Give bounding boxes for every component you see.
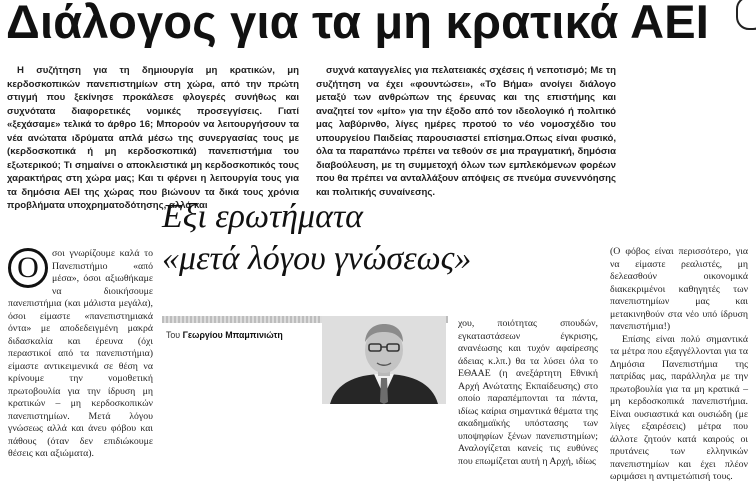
lead-column-1 <box>7 64 299 213</box>
subheadline-line-1: Εξι ερωτήματα <box>162 198 363 235</box>
body-paragraph: σοι γνωρίζουμε καλά το Πανεπιστήμιο «από μέσα», όσοι αξιωθήκαμε να διοικήσουμε πανεπιστήμια (και μάλιστα μεγάλα), όσοι είμαστε «πανεπιστημιακά όντα» με αποδεδειγμένη μακρά διδασκαλία και έρευνα (όχι περαστικοί από τα πανεπιστήμια) είμαστε αντικειμενικά σε θέση να κρίνουμε την νομοθετική πρωτοβουλία για την ίδρυση μη κρατικών – μη κερδοσκοπικών πανεπιστημίων. Μετά λόγου γνώσεως αλλά και άνευ φόβου και πάθους (όταν δεν επιδιώκουμε θέσεις και αξιώματα). <box>8 248 153 459</box>
lead-paragraph: συχνά καταγγελίες για πελατειακές σχέσεις ή νεποτισμό; Με τη συζήτηση να έχει «φουντώσει», «Το Βήμα» ανοίγει διάλογο μεταξύ των ανθρώπων της έρευνας και της επιστήμης και αναζητεί τον «μίτο» για την έξοδο από τον ιδεολογικό ή πολιτικό μας λαβύρινθο, λίγες ημέρες προτού το νέο νομοσχέδιο του υπουργείου Παιδείας παρουσιαστεί επίσημα.Οπως είναι φυσικό, όλα τα παραπάνω πρέπει να τεθούν σε μια πραγματική, δημόσια διαβούλευση, με τη συμμετοχή όλων των εμπλεκόμενων φορέων που θα πρέπει να ανταλλάξουν απόψεις σε πνεύμα συνεννόησης και πολιτικής συναίνεσης. <box>316 65 616 198</box>
newspaper-logo-fragment <box>736 0 756 30</box>
subheadline-line-2: «μετά λόγου γνώσεως» <box>162 240 472 277</box>
body-column-3 <box>458 318 598 468</box>
body-column-1 <box>8 248 153 461</box>
body-paragraph: χου, ποιότητας σπουδών, εγκαταστάσεων έγκρισης, ανανέωσης και τυχόν αφαίρεσης άδειας κ.λπ.) θα τα λύσει όλα το ΕΘΑΑΕ (η ανεξάρτητη Εθνική Αρχή Ανώτατης Εκπαίδευσης) στο οποίο παραπέμπονται τα πάντα, ιδίως καίρια σημαντικά θέματα της ακαδημαϊκής υπόστασης των υποψηφίων ξένων πανεπιστημίων; Αναλογίζεται κανείς τις ευθύνες που επωμίζεται αυτή η Αρχή, ιδίως <box>458 318 598 467</box>
author-photo <box>322 316 446 404</box>
body-paragraph: (Ο φόβος είναι περισσότερο, για να είμαστε ρεαλιστές, μη δελεασθούν οικονομικά διακεκριμένοι καθηγητές των πανεπιστημίων μας και μετακινηθούν στα νέο υπό ίδρυση πανεπιστήμια!) <box>610 246 748 332</box>
subheadline <box>162 196 522 280</box>
author-portrait-image <box>322 316 446 404</box>
lead-paragraph: Η συζήτηση για τη δημιουργία μη κρατικών, μη κερδοσκοπικών πανεπιστημίων στη χώρα, από την πρώτη στιγμή που ξεκίνησε προκάλεσε φλογερές συνήθως και συχνότατα διαφορετικές νομικές προσεγγίσεις. Γιατί «ξεχάσαμε» τελικά το άρθρο 16; Μπορούν να λειτουργήσουν τα νέα ανώτατα ιδρύματα απλά μέσω της συνεργασίας τους με (κερδοσκοπικά ή μη κερδοσκοπικά) πανεπιστήμια του εξωτερικού; Τι σημαίνει ο αποκλειστικά μη κερδοσκοπικός τους χαρακτήρας στη χώρα μας; Και τι φέρνει η λειτουργία τους για τα δημόσια ΑΕΙ της χώρας που βιώνουν τα δικά τους χρόνια προβλήματα υποχρηματοδότησης, αλλά και <box>7 65 299 211</box>
body-paragraph: Επίσης είναι πολύ σημαντικά τα μέτρα που εξαγγέλλονται για τα Δημόσια Πανεπιστήμια της πατρίδας μας, παράλληλα με την πρωτοβουλία για τα μη κρατικά – μη κερδοσκοπικά πανεπιστήμια. Είναι ουσιαστικά και ουσιώδη (με λίγες εξαιρέσεις) μέτρα που άλλοτε ζητούν κατά καιρούς οι πρυτάνεις των ελληνικών πανεπιστημίων και έχει πλέον ωριμάσει η αντιμετώπισή τους. <box>610 333 748 482</box>
drop-cap: O <box>8 248 48 288</box>
body-column-4 <box>610 246 748 484</box>
headline: Διάλογος για τα μη κρατικά ΑΕΙ <box>6 0 710 48</box>
lead-column-2 <box>316 64 616 199</box>
byline-prefix: Του <box>166 330 181 340</box>
byline-author: Γεωργίου Μπαμπινιώτη <box>182 330 283 340</box>
byline <box>166 330 283 340</box>
